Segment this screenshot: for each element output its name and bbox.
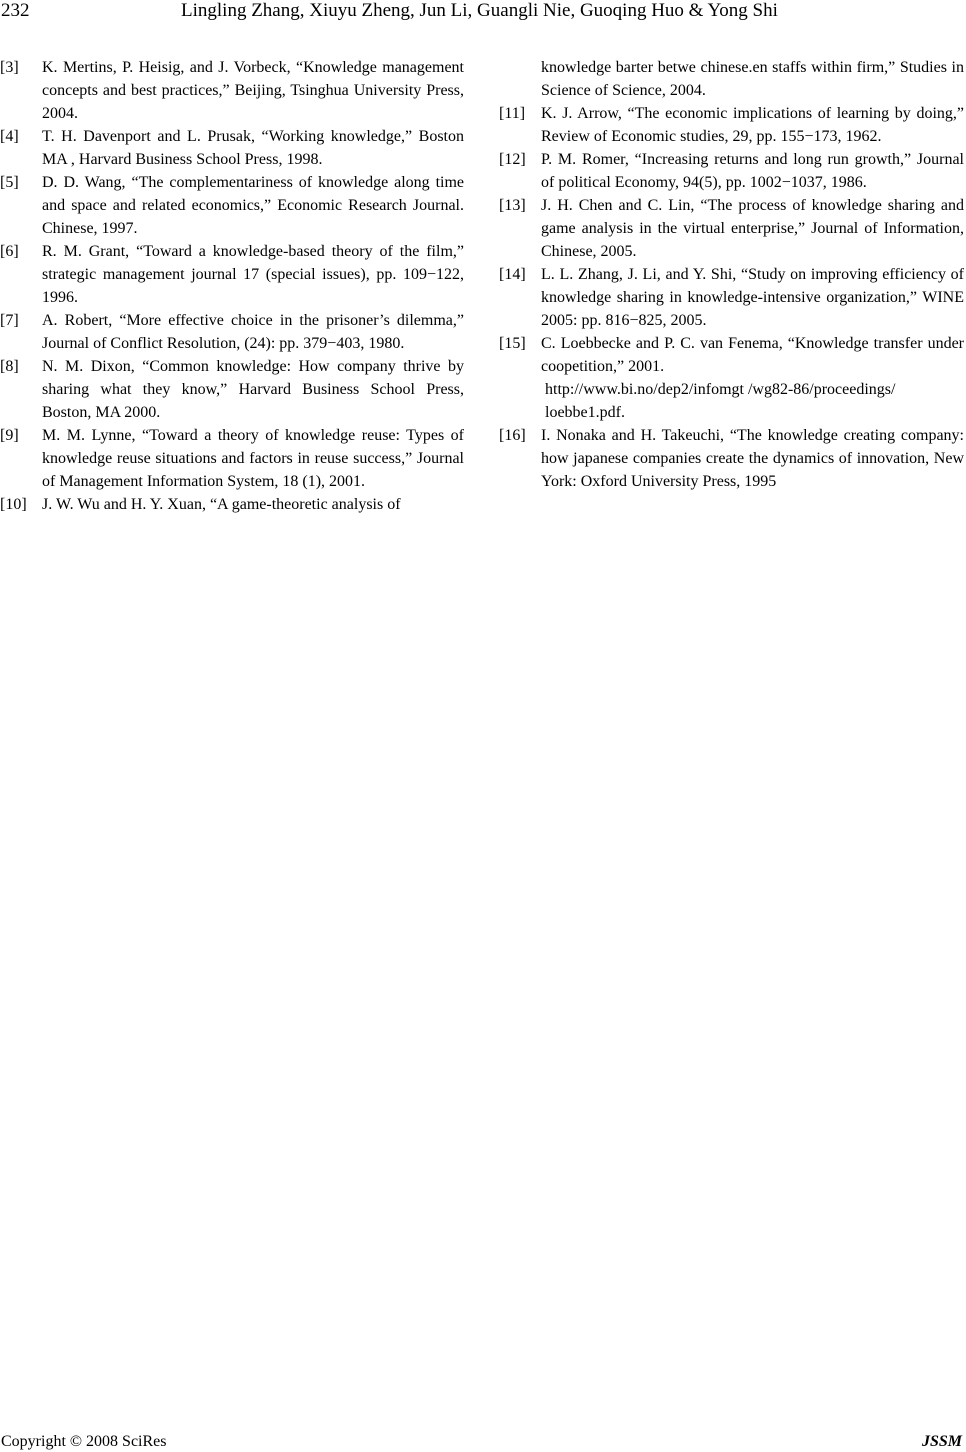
reference-12 bbox=[499, 148, 964, 194]
running-head-authors: Lingling Zhang, Xiuyu Zheng, Jun Li, Guangli Nie, Guoqing Huo & Yong Shi bbox=[181, 0, 778, 21]
reference-number: [6] bbox=[0, 243, 19, 260]
reference-text: L. L. Zhang, J. Li, and Y. Shi, “Study on improving efficiency of knowledge sharing in knowledge-intensive organization,” WINE 2005: pp. 816−825, 2005. bbox=[541, 266, 964, 329]
reference-text: N. M. Dixon, “Common knowledge: How company thrive by sharing what they know,” Harvard Business School Press, Boston, MA 2000. bbox=[42, 358, 464, 421]
reference-10-continued: knowledge barter betwe chinese.en staffs within firm,” Studies in Science of Science, 2004. bbox=[541, 59, 964, 99]
reference-url-line-1[interactable]: http://www.bi.no/dep2/infomgt /wg82-86/proceedings/ bbox=[545, 381, 896, 398]
reference-number: [14] bbox=[499, 266, 526, 283]
references-left-column bbox=[0, 56, 464, 516]
page-footer bbox=[0, 1428, 966, 1452]
page-header bbox=[0, 0, 966, 30]
reference-14 bbox=[499, 263, 964, 332]
reference-number: [4] bbox=[0, 128, 19, 145]
reference-url-line-2[interactable]: loebbe1.pdf. bbox=[545, 404, 625, 421]
reference-16 bbox=[499, 424, 964, 493]
reference-text bbox=[541, 332, 964, 424]
reference-text: A. Robert, “More effective choice in the prisoner’s dilemma,” Journal of Conflict Resolution, (24): pp. 379−403, 1980. bbox=[42, 312, 464, 352]
reference-text: J. H. Chen and C. Lin, “The process of knowledge sharing and game analysis in the virtual enterprise,” Journal of Information, Chinese, 2005. bbox=[541, 197, 964, 260]
reference-number: [15] bbox=[499, 335, 526, 352]
reference-number: [12] bbox=[499, 151, 526, 168]
copyright-notice: Copyright © 2008 SciRes bbox=[1, 1433, 167, 1450]
reference-number: [16] bbox=[499, 427, 526, 444]
reference-number: [13] bbox=[499, 197, 526, 214]
reference-5 bbox=[0, 171, 464, 240]
reference-8 bbox=[0, 355, 464, 424]
reference-text: R. M. Grant, “Toward a knowledge-based theory of the film,” strategic management journal 17 (special issues), pp. 109−122, 1996. bbox=[42, 243, 464, 306]
reference-10 bbox=[0, 493, 464, 516]
reference-number: [8] bbox=[0, 358, 19, 375]
reference-text: K. Mertins, P. Heisig, and J. Vorbeck, “Knowledge management concepts and best practices,” Beijing, Tsinghua University Press, 2004. bbox=[42, 59, 464, 122]
journal-abbreviation: JSSM bbox=[921, 1433, 962, 1450]
reference-text: J. W. Wu and H. Y. Xuan, “A game-theoretic analysis of bbox=[42, 496, 401, 513]
reference-7 bbox=[0, 309, 464, 355]
reference-6 bbox=[0, 240, 464, 309]
reference-number: [9] bbox=[0, 427, 19, 444]
reference-13 bbox=[499, 194, 964, 263]
reference-9 bbox=[0, 424, 464, 493]
reference-15 bbox=[499, 332, 964, 424]
reference-3 bbox=[0, 56, 464, 125]
reference-number: [10] bbox=[0, 496, 27, 513]
references-right-column bbox=[499, 56, 964, 493]
reference-text: I. Nonaka and H. Takeuchi, “The knowledge creating company: how japanese companies create the dynamics of innovation, New York: Oxford University Press, 1995 bbox=[541, 427, 964, 490]
reference-text: D. D. Wang, “The complementariness of knowledge along time and space and related economics,” Economic Research Journal. Chinese, 1997. bbox=[42, 174, 464, 237]
reference-text-main: C. Loebbecke and P. C. van Fenema, “Knowledge transfer under coopetition,” 2001. bbox=[541, 335, 964, 375]
reference-number: [11] bbox=[499, 105, 526, 122]
reference-text: K. J. Arrow, “The economic implications of learning by doing,” Review of Economic studies, 29, pp. 155−173, 1962. bbox=[541, 105, 964, 145]
reference-4 bbox=[0, 125, 464, 171]
reference-text: T. H. Davenport and L. Prusak, “Working knowledge,” Boston MA , Harvard Business School Press, 1998. bbox=[42, 128, 464, 168]
reference-text: P. M. Romer, “Increasing returns and long run growth,” Journal of political Economy, 94(5), pp. 1002−1037, 1986. bbox=[541, 151, 964, 191]
reference-number: [3] bbox=[0, 59, 19, 76]
reference-11 bbox=[499, 102, 964, 148]
reference-number: [5] bbox=[0, 174, 19, 191]
page-number: 232 bbox=[1, 0, 30, 21]
reference-number: [7] bbox=[0, 312, 19, 329]
reference-text: M. M. Lynne, “Toward a theory of knowledge reuse: Types of knowledge reuse situations and factors in reuse success,” Journal of Management Information System, 18 (1), 2001. bbox=[42, 427, 464, 490]
